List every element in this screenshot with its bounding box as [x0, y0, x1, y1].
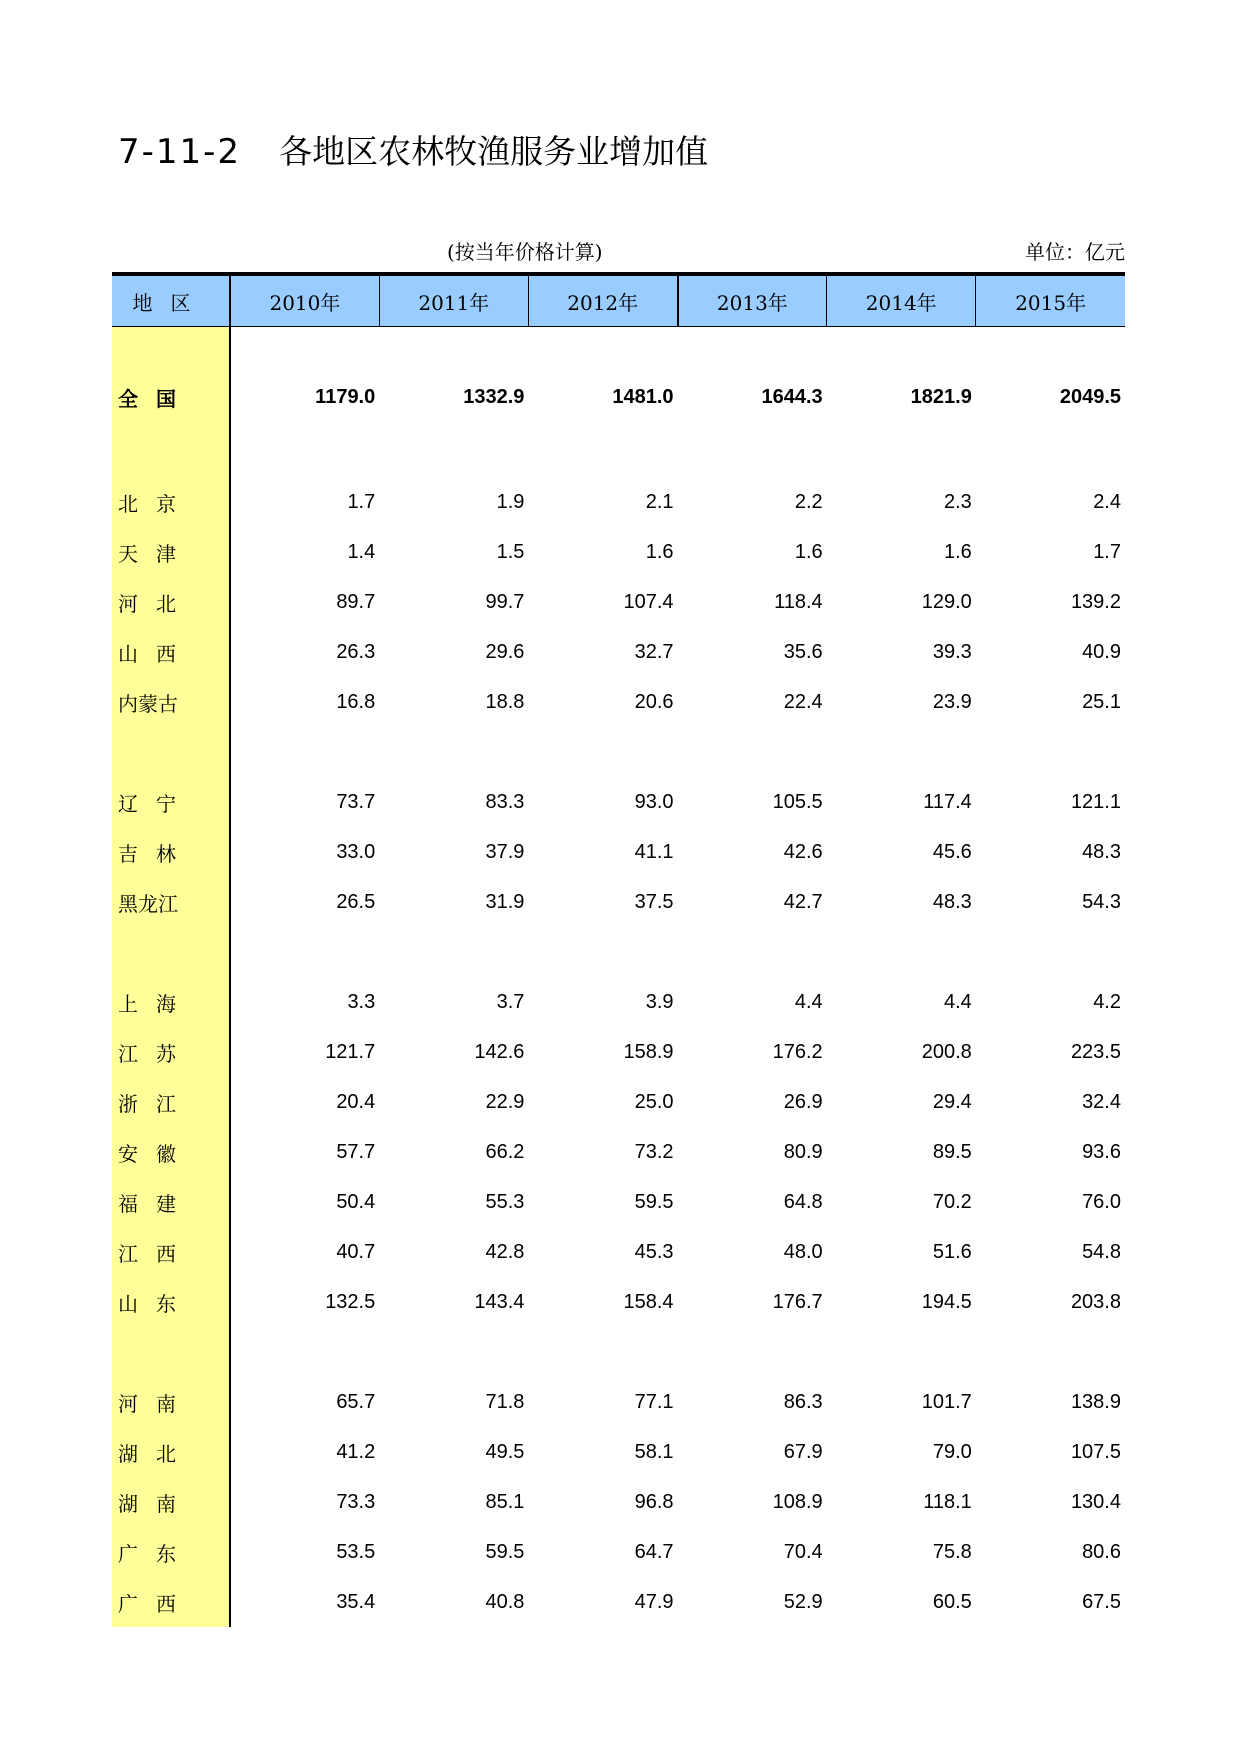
region-cell: 江西 [112, 1227, 230, 1277]
value-cell: 48.3 [1082, 840, 1121, 863]
value-cell: 75.8 [932, 1540, 972, 1563]
region-cell: 上海 [112, 977, 230, 1027]
region-cell: 江苏 [112, 1027, 230, 1077]
empty-cell [230, 327, 379, 368]
table-code: 7-11-2 [118, 132, 242, 172]
spacer-row [112, 727, 1125, 777]
empty-cell [528, 327, 677, 368]
value-cell: 51.6 [932, 1240, 972, 1263]
value-cell: 86.3 [783, 1390, 823, 1413]
value-cell: 89.5 [932, 1140, 972, 1163]
value-cell: 52.9 [783, 1590, 823, 1613]
value-cell: 57.7 [336, 1140, 376, 1163]
header-row [112, 274, 1125, 327]
value-cell: 203.8 [1070, 1290, 1121, 1313]
value-cell: 29.4 [932, 1090, 972, 1113]
empty-cell [379, 1327, 528, 1377]
empty-cell [230, 727, 379, 777]
value-cell: 1.9 [496, 490, 525, 513]
empty-cell [827, 327, 976, 368]
value-cell: 108.9 [772, 1490, 823, 1513]
empty-cell [379, 927, 528, 977]
table-row [112, 777, 1125, 827]
value-cell: 129.0 [921, 590, 972, 613]
table-row [112, 577, 1125, 627]
value-cell: 48.3 [932, 890, 972, 913]
value-cell: 59.5 [634, 1190, 674, 1213]
value-cell: 59.5 [485, 1540, 525, 1563]
region-cell: 内蒙古 [112, 677, 230, 727]
value-cell: 65.7 [336, 1390, 376, 1413]
value-cell: 40.7 [336, 1240, 376, 1263]
value-cell: 64.8 [783, 1190, 823, 1213]
table-row [112, 1277, 1125, 1327]
empty-cell [230, 427, 379, 477]
value-cell: 139.2 [1070, 590, 1121, 613]
empty-cell [528, 927, 677, 977]
value-cell: 83.3 [485, 790, 525, 813]
header-region: 地区 [112, 274, 230, 327]
spacer-row [112, 1327, 1125, 1377]
value-cell: 39.3 [932, 640, 972, 663]
value-cell: 3.9 [645, 990, 674, 1013]
table-row [112, 627, 1125, 677]
empty-cell [379, 327, 528, 368]
value-cell: 1481.0 [612, 385, 674, 408]
value-cell: 107.5 [1070, 1440, 1121, 1463]
value-cell: 79.0 [932, 1440, 972, 1463]
table-row [112, 1077, 1125, 1127]
value-cell: 32.7 [634, 640, 674, 663]
value-cell: 18.8 [485, 690, 525, 713]
header-year: 2010年 [230, 274, 379, 327]
value-cell: 80.9 [783, 1140, 823, 1163]
value-cell: 70.2 [932, 1190, 972, 1213]
value-cell: 194.5 [921, 1290, 972, 1313]
region-cell: 辽宁 [112, 777, 230, 827]
value-cell: 117.4 [923, 790, 972, 813]
region-cell: 广东 [112, 1527, 230, 1577]
value-cell: 121.1 [1070, 790, 1121, 813]
value-cell: 96.8 [634, 1490, 674, 1513]
value-cell: 118.4 [774, 590, 823, 613]
empty-cell [678, 727, 827, 777]
value-cell: 48.0 [783, 1240, 823, 1263]
empty-cell [976, 1327, 1125, 1377]
table-row [112, 1527, 1125, 1577]
value-cell: 4.4 [944, 990, 972, 1013]
region-cell: 吉林 [112, 827, 230, 877]
value-cell: 26.3 [336, 640, 376, 663]
value-cell: 1821.9 [910, 385, 972, 408]
empty-cell [230, 1327, 379, 1377]
value-cell: 80.6 [1082, 1540, 1121, 1563]
value-cell: 25.0 [634, 1090, 674, 1113]
region-cell: 山西 [112, 627, 230, 677]
region-cell: 全国 [112, 367, 230, 427]
spacer-row [112, 427, 1125, 477]
empty-cell [976, 927, 1125, 977]
value-cell: 107.4 [623, 590, 674, 613]
page-title [118, 126, 708, 176]
value-cell: 67.5 [1082, 1590, 1121, 1613]
header-year: 2013年 [678, 274, 827, 327]
data-table-container [112, 272, 1125, 1627]
value-cell: 40.9 [1082, 640, 1121, 663]
value-cell: 58.1 [634, 1440, 674, 1463]
empty-cell [379, 427, 528, 477]
value-cell: 77.1 [634, 1390, 674, 1413]
value-cell: 176.2 [772, 1040, 823, 1063]
value-cell: 26.9 [783, 1090, 823, 1113]
value-cell: 2.3 [944, 490, 972, 513]
value-cell: 1.7 [347, 490, 376, 513]
value-cell: 130.4 [1070, 1490, 1121, 1513]
value-cell: 37.9 [485, 840, 525, 863]
value-cell: 37.5 [634, 890, 674, 913]
value-cell: 42.8 [485, 1240, 525, 1263]
value-cell: 31.9 [485, 890, 525, 913]
value-cell: 1.7 [1093, 540, 1121, 563]
value-cell: 3.7 [496, 990, 525, 1013]
value-cell: 1.5 [496, 540, 525, 563]
value-cell: 1.6 [645, 540, 674, 563]
value-cell: 2.1 [645, 490, 674, 513]
empty-cell [976, 427, 1125, 477]
value-cell: 4.2 [1093, 990, 1121, 1013]
value-cell: 121.7 [325, 1040, 376, 1063]
value-cell: 45.3 [634, 1240, 674, 1263]
data-table [112, 272, 1125, 1627]
empty-cell [976, 327, 1125, 368]
value-cell: 33.0 [336, 840, 376, 863]
value-cell: 55.3 [485, 1190, 525, 1213]
header-year: 2012年 [528, 274, 677, 327]
empty-cell [528, 727, 677, 777]
value-cell: 54.3 [1082, 890, 1121, 913]
price-basis-note: (按当年价格计算) [447, 240, 603, 264]
value-cell: 49.5 [485, 1440, 525, 1463]
value-cell: 101.7 [921, 1390, 972, 1413]
value-cell: 66.2 [485, 1140, 525, 1163]
value-cell: 29.6 [485, 640, 525, 663]
value-cell: 41.2 [336, 1440, 376, 1463]
value-cell: 200.8 [921, 1040, 972, 1063]
value-cell: 89.7 [336, 590, 376, 613]
region-cell: 浙江 [112, 1077, 230, 1127]
value-cell: 2.4 [1093, 490, 1121, 513]
value-cell: 71.8 [485, 1390, 525, 1413]
value-cell: 64.7 [634, 1540, 674, 1563]
value-cell: 73.3 [336, 1490, 376, 1513]
region-cell: 安徽 [112, 1127, 230, 1177]
region-cell [112, 727, 230, 777]
value-cell: 70.4 [783, 1540, 823, 1563]
empty-cell [827, 1327, 976, 1377]
empty-cell [827, 927, 976, 977]
table-row [112, 1427, 1125, 1477]
value-cell: 73.2 [634, 1140, 674, 1163]
value-cell: 73.7 [336, 790, 376, 813]
value-cell: 1332.9 [463, 385, 525, 408]
value-cell: 41.1 [634, 840, 674, 863]
table-row [112, 527, 1125, 577]
value-cell: 20.4 [336, 1090, 376, 1113]
value-cell: 93.6 [1082, 1140, 1121, 1163]
value-cell: 76.0 [1082, 1190, 1121, 1213]
region-cell: 天津 [112, 527, 230, 577]
header-year: 2011年 [379, 274, 528, 327]
value-cell: 2049.5 [1059, 385, 1121, 408]
value-cell: 3.3 [347, 990, 376, 1013]
region-cell [112, 927, 230, 977]
value-cell: 47.9 [634, 1590, 674, 1613]
value-cell: 23.9 [932, 690, 972, 713]
value-cell: 158.4 [623, 1290, 674, 1313]
header-year: 2015年 [976, 274, 1125, 327]
table-name: 各地区农林牧渔服务业增加值 [279, 132, 709, 171]
value-cell: 53.5 [336, 1540, 376, 1563]
unit-label: 单位：亿元 [1025, 240, 1125, 264]
region-cell: 黑龙江 [112, 877, 230, 927]
value-cell: 42.6 [783, 840, 823, 863]
value-cell: 1.6 [794, 540, 823, 563]
value-cell: 25.1 [1082, 690, 1121, 713]
empty-cell [528, 1327, 677, 1377]
value-cell: 223.5 [1070, 1040, 1121, 1063]
table-row [112, 977, 1125, 1027]
value-cell: 105.5 [772, 790, 823, 813]
region-cell: 湖北 [112, 1427, 230, 1477]
value-cell: 176.7 [772, 1290, 823, 1313]
table-row [112, 677, 1125, 727]
region-cell: 福建 [112, 1177, 230, 1227]
empty-cell [528, 427, 677, 477]
value-cell: 1644.3 [761, 385, 823, 408]
value-cell: 118.1 [923, 1490, 972, 1513]
region-cell [112, 327, 230, 368]
value-cell: 85.1 [485, 1490, 525, 1513]
value-cell: 2.2 [794, 490, 823, 513]
value-cell: 35.6 [783, 640, 823, 663]
table-row [112, 1577, 1125, 1627]
spacer-row [112, 927, 1125, 977]
value-cell: 32.4 [1082, 1090, 1121, 1113]
value-cell: 143.4 [474, 1290, 525, 1313]
table-row [112, 827, 1125, 877]
header-year: 2014年 [827, 274, 976, 327]
empty-cell [678, 927, 827, 977]
value-cell: 99.7 [485, 590, 525, 613]
value-cell: 138.9 [1070, 1390, 1121, 1413]
empty-cell [976, 727, 1125, 777]
value-cell: 1.6 [944, 540, 972, 563]
national-row [112, 367, 1125, 427]
empty-cell [827, 727, 976, 777]
value-cell: 22.4 [783, 690, 823, 713]
value-cell: 50.4 [336, 1190, 376, 1213]
value-cell: 16.8 [336, 690, 376, 713]
empty-cell [379, 727, 528, 777]
value-cell: 1179.0 [315, 385, 376, 408]
value-cell: 142.6 [474, 1040, 525, 1063]
spacer-row [112, 327, 1125, 368]
value-cell: 20.6 [634, 690, 674, 713]
table-row [112, 1127, 1125, 1177]
region-cell: 湖南 [112, 1477, 230, 1527]
region-cell: 山东 [112, 1277, 230, 1327]
region-cell [112, 427, 230, 477]
value-cell: 22.9 [485, 1090, 525, 1113]
empty-cell [678, 1327, 827, 1377]
region-cell: 北京 [112, 477, 230, 527]
value-cell: 42.7 [783, 890, 823, 913]
empty-cell [678, 327, 827, 368]
value-cell: 54.8 [1082, 1240, 1121, 1263]
value-cell: 26.5 [336, 890, 376, 913]
value-cell: 132.5 [325, 1290, 376, 1313]
table-row [112, 1477, 1125, 1527]
region-cell: 河北 [112, 577, 230, 627]
empty-cell [230, 927, 379, 977]
region-cell [112, 1327, 230, 1377]
value-cell: 158.9 [623, 1040, 674, 1063]
value-cell: 4.4 [794, 990, 823, 1013]
region-cell: 河南 [112, 1377, 230, 1427]
value-cell: 35.4 [336, 1590, 376, 1613]
table-row [112, 1377, 1125, 1427]
value-cell: 67.9 [783, 1440, 823, 1463]
empty-cell [678, 427, 827, 477]
table-row [112, 1027, 1125, 1077]
table-row [112, 877, 1125, 927]
value-cell: 93.0 [634, 790, 674, 813]
table-row [112, 477, 1125, 527]
table-row [112, 1177, 1125, 1227]
empty-cell [827, 427, 976, 477]
value-cell: 45.6 [932, 840, 972, 863]
table-row [112, 1227, 1125, 1277]
region-cell: 广西 [112, 1577, 230, 1627]
value-cell: 60.5 [932, 1590, 972, 1613]
table-body [112, 327, 1125, 1628]
value-cell: 1.4 [347, 540, 376, 563]
value-cell: 40.8 [485, 1590, 525, 1613]
